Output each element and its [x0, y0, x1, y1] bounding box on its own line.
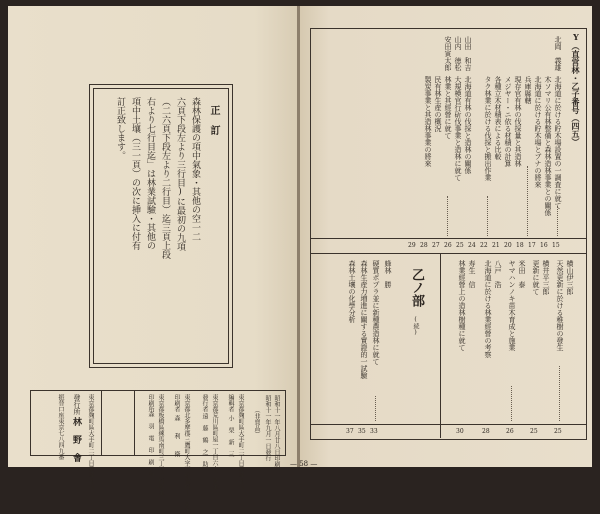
printshop-role: 印刷所: [147, 394, 154, 412]
top-title-9: 北海道有林の伐採と造林の關係: [464, 76, 472, 174]
top-page-10: 26: [444, 242, 452, 249]
bottom-page-2: 25: [530, 428, 538, 435]
publisher-name: 林 野 會: [71, 417, 81, 462]
top-author-1: 北岡 義雄: [554, 36, 562, 71]
toc-rule-mid: [310, 253, 586, 254]
colophon-divider: [101, 391, 102, 455]
bottom-title-7: 森林生産力増進に關する實證的一試驗: [360, 260, 368, 379]
bottom-title-3: ヤマハンノキ苗木育成と施業: [508, 260, 516, 351]
editor-address: 東京都麹町區大手町二丁目農林省内: [237, 394, 244, 490]
top-page-1: 15: [552, 242, 560, 249]
top-page-12: 28: [420, 242, 428, 249]
page-number: — 58 —: [290, 460, 318, 468]
publisher-address: 東京都麹町區大手町二丁目農林省内: [87, 394, 94, 490]
top-author-9: 山田 和吉: [464, 36, 472, 71]
toc-rule-top-pages: [310, 238, 586, 239]
printer-role: 印刷者: [173, 394, 180, 412]
bottom-title-5: 林業經營上の造林樹種に就て: [458, 260, 466, 351]
top-title-12: 民有林生産の概況: [434, 76, 442, 132]
editor-role: 編輯者: [227, 394, 234, 412]
bottom-page-7: 35: [358, 428, 366, 435]
top-page-9: 25: [456, 242, 464, 249]
top-title-1: 北海道に於ける貯木場設置の一調査に就て: [554, 76, 562, 209]
top-title-6: メジヤー・ニ依る材積の計算: [504, 76, 512, 167]
top-page-4: 18: [516, 242, 524, 249]
printer-address: 東京都北多摩郡三鷹町大字下連雀四十二番地: [183, 394, 190, 514]
errata-box: [89, 84, 233, 368]
bottom-title-2: 更新に就て: [532, 260, 540, 295]
publisher-label: 發行所: [73, 394, 81, 415]
colophon-divider-2: [134, 391, 135, 455]
toc-section-bottom: 乙ノ部: [409, 268, 424, 307]
printshop-name: 森 羽 電 印 刷 所: [147, 411, 154, 477]
bottom-title-4: 北海道に於ける林業經營の考察: [484, 260, 492, 358]
top-page-8: 24: [468, 242, 476, 249]
top-title-4: 兵庫縣轄: [524, 76, 532, 104]
errata-line-3: （二六頁下段左より二行目）迄三頁上段: [160, 97, 170, 259]
top-page-7: 22: [480, 242, 488, 249]
left-page: [8, 6, 298, 514]
publisher-person-address: 東京都荒川區町屋一丁目六十三番地: [211, 394, 218, 490]
bottom-author-3: 米田 泰: [518, 260, 526, 288]
bottom-title-1: 天然更新に於ける稚樹の發生: [556, 260, 564, 351]
toc-section-bottom-note: (続): [412, 316, 419, 336]
top-title-13: 製炭事業と其造林事業の將來: [424, 76, 432, 167]
top-page-5: 20: [504, 242, 512, 249]
issue-date: 昭和十一年九月一日發行: [264, 395, 271, 461]
toc-rule-bottom-pages: [310, 424, 586, 425]
errata-line-1: 森林保護の項中氣象・其他の空一二: [190, 97, 200, 241]
bottom-page-8: 37: [346, 428, 354, 435]
errata-line-5: 項中土壤（三一頁）の次に挿入に付有: [130, 97, 140, 250]
top-title-5: 現存官有林の伐採量と其造林: [514, 76, 522, 167]
top-title-7: 各種立木材積表による比較: [494, 76, 502, 160]
publisher-person-name: 遠 藤 鶴 之 助: [201, 413, 208, 467]
print-date: 昭和十一年八月廿八日印刷: [273, 395, 280, 467]
top-page-11: 27: [432, 242, 440, 249]
bottom-author-4: 八戸 浩: [494, 260, 502, 288]
top-title-10: 大規模官行斫伐事業と造林に就て: [454, 76, 462, 181]
errata-line-2: 六頁下段左より三行目)に最初の九項: [175, 97, 185, 251]
top-author-11: 安田寅太郎: [444, 36, 452, 71]
bottom-author-1: 横山伊三郎: [566, 260, 574, 295]
top-title-2: 木ソマリ公有林整備と森林造林事業との關係: [544, 76, 552, 216]
top-title-3: 北海道に於ける貯木場とブナの將來: [534, 76, 542, 188]
errata-line-6: 訂正致します。: [115, 97, 125, 160]
errata-line-4: 右より七行目迄」は林業試驗・其他の: [145, 97, 155, 250]
toc-section-top: Y（直営林・乙子番号（四五）: [571, 32, 581, 146]
price-label: （非賣品）: [253, 407, 260, 437]
publisher-person-role: 發行者: [201, 394, 208, 412]
toc-col-divider: [440, 254, 441, 438]
top-page-13: 29: [408, 242, 416, 249]
top-title-11: 林業と其經營に就て: [444, 76, 452, 139]
bottom-author-2: 横井平三郎: [542, 260, 550, 295]
printer-name: 森 利 衛: [173, 415, 180, 457]
bottom-author-6: 蜂林 勝: [384, 260, 392, 288]
top-page-3: 17: [528, 242, 536, 249]
top-page-2: 16: [540, 242, 548, 249]
colophon-box: [30, 390, 286, 514]
bottom-page-5: 30: [456, 428, 464, 435]
bottom-title-6: 硬質ポプラ並に新種農造林に就て: [372, 260, 380, 365]
postal-account: 振替口座東京七八四九番: [57, 394, 64, 460]
bottom-title-8: 森林土壤の化學分析: [348, 260, 356, 323]
editor-name: 小 栗 新 三: [227, 415, 234, 457]
bottom-author-5: 寿生 信: [468, 260, 476, 288]
bottom-page-1: 25: [554, 428, 562, 435]
top-page-6: 21: [492, 242, 500, 249]
printshop-address: 東京都板橋區練馬南町三丁目六四番地: [157, 394, 164, 496]
bottom-page-4: 28: [482, 428, 490, 435]
top-author-10: 山内 徳松: [454, 36, 462, 71]
errata-title: 正 訂: [208, 105, 219, 135]
top-title-8: タク林業に於ける伐採と搬出作業: [484, 76, 492, 181]
bottom-page-3: 26: [506, 428, 514, 435]
right-page: [290, 6, 592, 468]
bottom-page-6: 33: [370, 428, 378, 435]
